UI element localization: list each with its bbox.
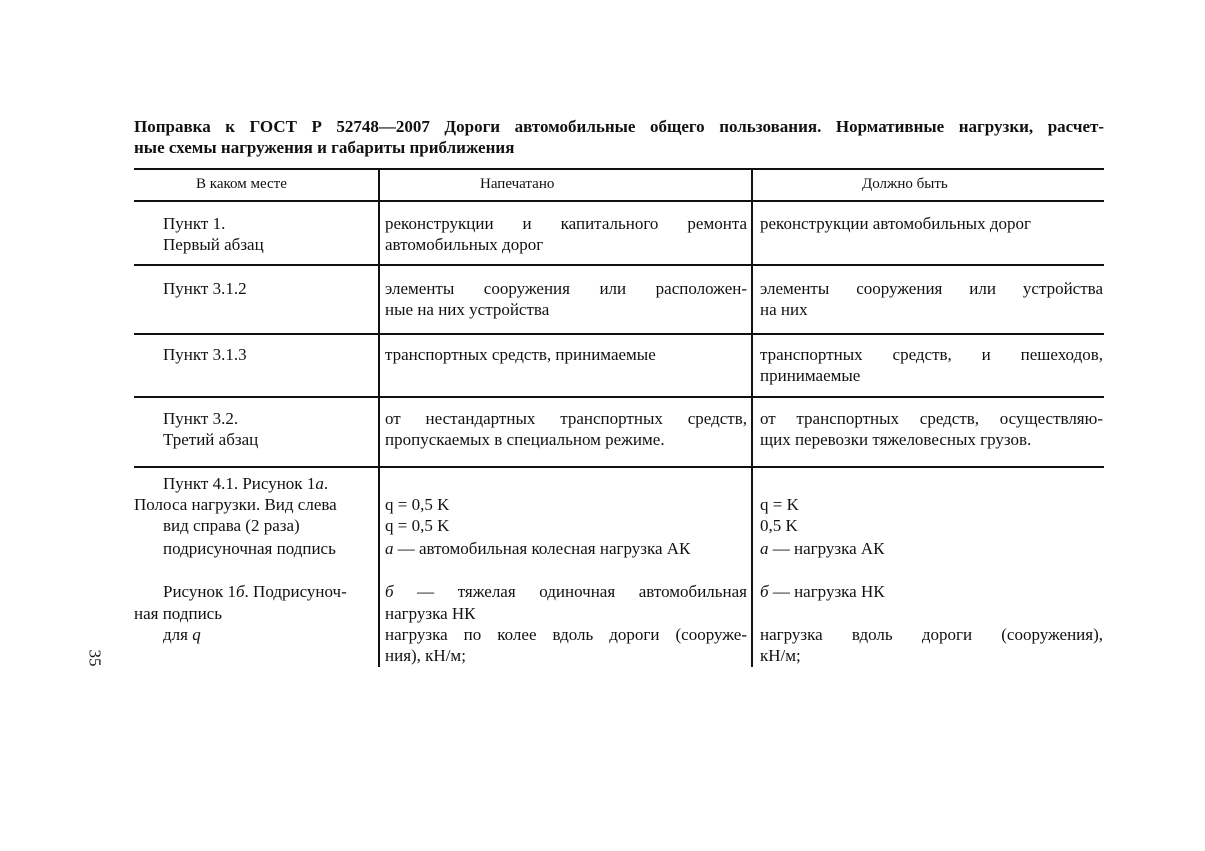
row-3-printed-line: транспортных средств, принимаемые: [385, 345, 656, 364]
row-1-where-line: Пункт 1.: [163, 214, 226, 233]
row-5-should-be-line: [760, 538, 885, 559]
row-4-where-line: Пункт 3.2.: [163, 409, 239, 428]
row-2-printed-line: элементы сооружения или расположен-: [385, 279, 747, 298]
row-1-printed-line: реконструкции и капитального ремонта: [385, 214, 747, 233]
document-title-line-2: ные схемы нагружения и габариты приближения: [134, 138, 515, 157]
row-1-should-be-line: реконструкции автомобильных дорог: [760, 214, 1031, 233]
row-5-where-fragment: Пункт 4.1. Рисунок 1: [163, 474, 316, 493]
row-5-should-be-line: кН/м;: [760, 646, 801, 665]
row-5-printed-line: q = 0,5 K: [385, 495, 450, 514]
row-5-where-italic: q: [192, 625, 201, 644]
table-header-where: В каком месте: [196, 176, 287, 192]
row-5-where-italic: а: [315, 474, 324, 493]
row-5-where-line: [163, 624, 201, 645]
row-5-where-line: [163, 581, 347, 602]
row-3-should-be-line: транспортных средств, и пешеходов,: [760, 345, 1103, 364]
row-5-printed-line: нагрузка НК: [385, 604, 476, 623]
table-column-divider: [378, 168, 380, 667]
row-5-printed-line: нагрузка по колее вдоль дороги (сооруже-: [385, 625, 747, 644]
table-header-should-be: Должно быть: [862, 176, 948, 192]
table-row-divider: [134, 396, 1104, 398]
row-4-printed-line: от нестандартных транспортных средств,: [385, 409, 747, 428]
row-5-printed-line: q = 0,5 K: [385, 516, 450, 535]
table-row-divider: [134, 264, 1104, 266]
document-title: [134, 116, 1104, 158]
row-5-should-be-fragment: — нагрузка АК: [768, 539, 885, 558]
row-5-where-line: ная подпись: [134, 604, 222, 623]
row-2-should-be-line: на них: [760, 300, 808, 319]
row-5-printed-italic: б: [385, 582, 394, 601]
row-5-where-fragment: .: [323, 474, 329, 493]
row-5-where-line: Полоса нагрузки. Вид слева: [134, 495, 337, 514]
row-5-should-be-italic: б: [760, 582, 769, 601]
row-5-should-be-line: [760, 581, 885, 602]
row-5-printed-fragment: — тяжелая одиночная автомобильная: [393, 582, 747, 601]
table-column-divider: [751, 168, 753, 667]
row-5-printed-line: [385, 538, 690, 559]
row-5-should-be-line: 0,5 K: [760, 516, 798, 535]
row-5-printed-line: [385, 581, 747, 602]
row-1-printed-line: автомобильных дорог: [385, 235, 544, 254]
document-title-line-1: Поправка к ГОСТ Р 52748—2007 Дороги автомобильные общего пользования. Нормативные нагрузки, расчет-: [134, 117, 1104, 136]
row-5-should-be-line: нагрузка вдоль дороги (сооружения),: [760, 625, 1103, 644]
row-5-where-line: [163, 473, 328, 494]
table-row-divider: [134, 333, 1104, 335]
row-5-should-be-fragment: — нагрузка НК: [768, 582, 885, 601]
row-5-where-italic: б: [235, 582, 245, 601]
row-4-should-be-line: щих перевозки тяжеловесных грузов.: [760, 430, 1032, 449]
row-2-where-line: Пункт 3.1.2: [163, 279, 247, 298]
row-5-printed-line: ния), кН/м;: [385, 646, 466, 665]
row-5-where-line: вид справа (2 раза): [163, 516, 300, 535]
table-header-printed: Напечатано: [480, 176, 555, 192]
table-row-divider: [134, 466, 1104, 468]
row-5-where-line: подрисуночная подпись: [163, 539, 336, 558]
row-4-printed-line: пропускаемых в специальном режиме.: [385, 430, 665, 449]
row-5-where-fragment: Рисунок 1: [163, 582, 236, 601]
table-top-rule: [134, 168, 1104, 170]
row-1-where-line: Первый абзац: [163, 235, 264, 254]
row-4-where-line: Третий абзац: [163, 430, 259, 449]
row-3-where-line: Пункт 3.1.3: [163, 345, 247, 364]
row-5-where-fragment: для: [163, 625, 193, 644]
row-5-should-be-line: q = K: [760, 495, 799, 514]
row-2-should-be-line: элементы сооружения или устройства: [760, 279, 1103, 298]
page-number: 35: [85, 649, 105, 667]
row-5-where-fragment: . Подрисуноч-: [244, 582, 347, 601]
table-header-rule: [134, 200, 1104, 202]
row-4-should-be-line: от транспортных средств, осуществляю-: [760, 409, 1103, 428]
row-2-printed-line: ные на них устройства: [385, 300, 550, 319]
row-5-should-be-italic: а: [760, 539, 769, 558]
row-3-should-be-line: принимаемые: [760, 366, 861, 385]
row-5-printed-italic: а: [385, 539, 394, 558]
row-5-printed-fragment: — автомобильная колесная нагрузка АК: [393, 539, 691, 558]
